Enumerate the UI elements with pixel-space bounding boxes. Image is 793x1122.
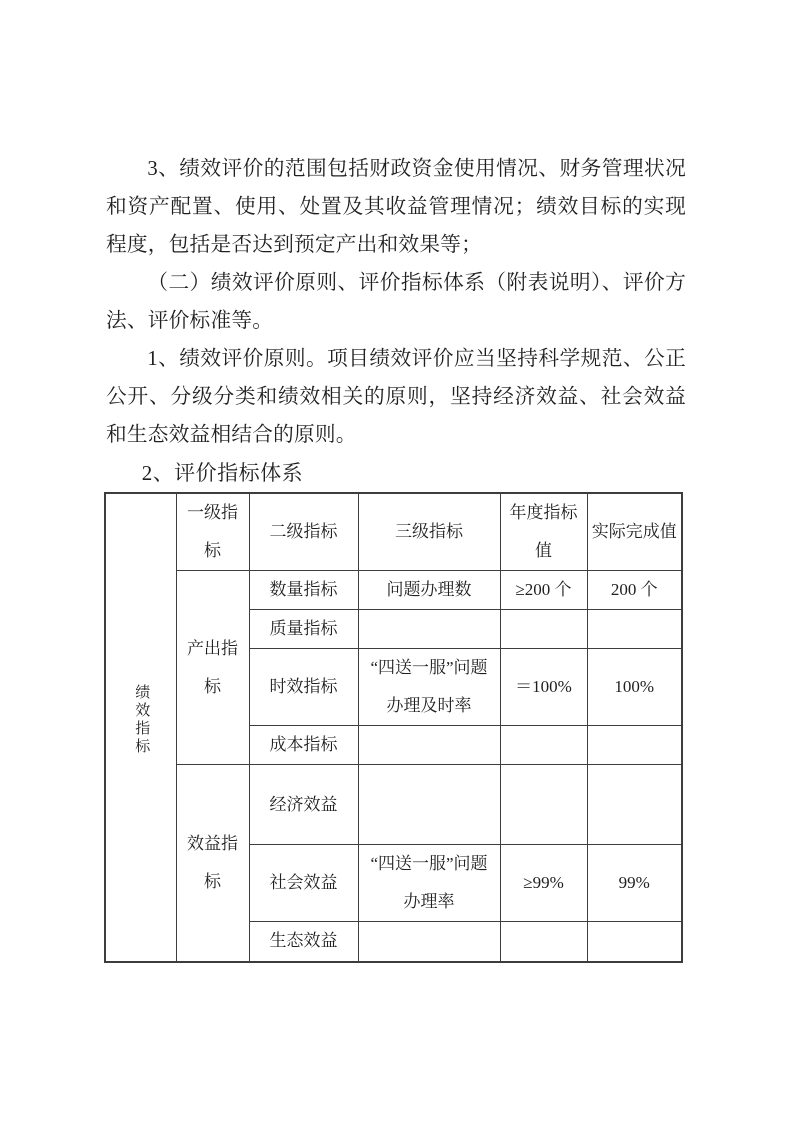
cell-target <box>500 922 587 962</box>
level1-benefit-indicator: 效益指标 <box>176 765 249 962</box>
col-header-level3: 三级指标 <box>358 493 500 571</box>
cell-level2: 时效指标 <box>249 649 358 726</box>
cell-actual <box>587 765 682 845</box>
cell-actual: 99% <box>587 845 682 922</box>
table-header-row <box>105 493 682 571</box>
table-row-economic-benefit <box>105 765 682 845</box>
cell-level2: 社会效益 <box>249 845 358 922</box>
cell-target: ≥99% <box>500 845 587 922</box>
cell-actual <box>587 922 682 962</box>
cell-target: ＝100% <box>500 649 587 726</box>
col-header-level2: 二级指标 <box>249 493 358 571</box>
cell-level3: “四送一服”问题办理及时率 <box>358 649 500 726</box>
cell-level3 <box>358 726 500 765</box>
cell-actual: 100% <box>587 649 682 726</box>
cell-level3: “四送一服”问题办理率 <box>358 845 500 922</box>
body-text <box>106 150 686 492</box>
cell-actual <box>587 726 682 765</box>
cell-level3 <box>358 765 500 845</box>
row-label-text: 绩效指标 <box>133 684 150 757</box>
cell-level2: 生态效益 <box>249 922 358 962</box>
cell-level2: 经济效益 <box>249 765 358 845</box>
col-header-level1: 一级指标 <box>176 493 249 571</box>
paragraph-scope: 3、绩效评价的范围包括财政资金使用情况、财务管理状况和资产配置、使用、处置及其收益管理情况；绩效目标的实现程度，包括是否达到预定产出和效果等； <box>106 158 686 256</box>
cell-level2: 质量指标 <box>249 610 358 649</box>
col-header-annual-target: 年度指标值 <box>500 493 587 571</box>
cell-target <box>500 610 587 649</box>
table-row-quantity <box>105 571 682 610</box>
indicator-table <box>104 492 683 963</box>
cell-level3: 问题办理数 <box>358 571 500 610</box>
cell-target <box>500 726 587 765</box>
cell-target: ≥200 个 <box>500 571 587 610</box>
paragraph-evaluation-principles: 1、绩效评价原则。项目绩效评价应当坚持科学规范、公正公开、分级分类和绩效相关的原则，坚持经济效益、社会效益和生态效益相结合的原则。 <box>106 348 686 446</box>
table-heading: 2、评价指标体系 <box>141 461 304 485</box>
paragraph-principles-overview: （二）绩效评价原则、评价指标体系（附表说明）、评价方法、评价标准等。 <box>106 272 686 332</box>
col-header-actual-value: 实际完成值 <box>587 493 682 571</box>
cell-actual: 200 个 <box>587 571 682 610</box>
cell-level2: 数量指标 <box>249 571 358 610</box>
cell-level3 <box>358 922 500 962</box>
cell-target <box>500 765 587 845</box>
row-label-performance-indicators <box>105 493 176 962</box>
cell-level3 <box>358 610 500 649</box>
cell-actual <box>587 610 682 649</box>
cell-level2: 成本指标 <box>249 726 358 765</box>
level1-output-indicator: 产出指标 <box>176 571 249 765</box>
